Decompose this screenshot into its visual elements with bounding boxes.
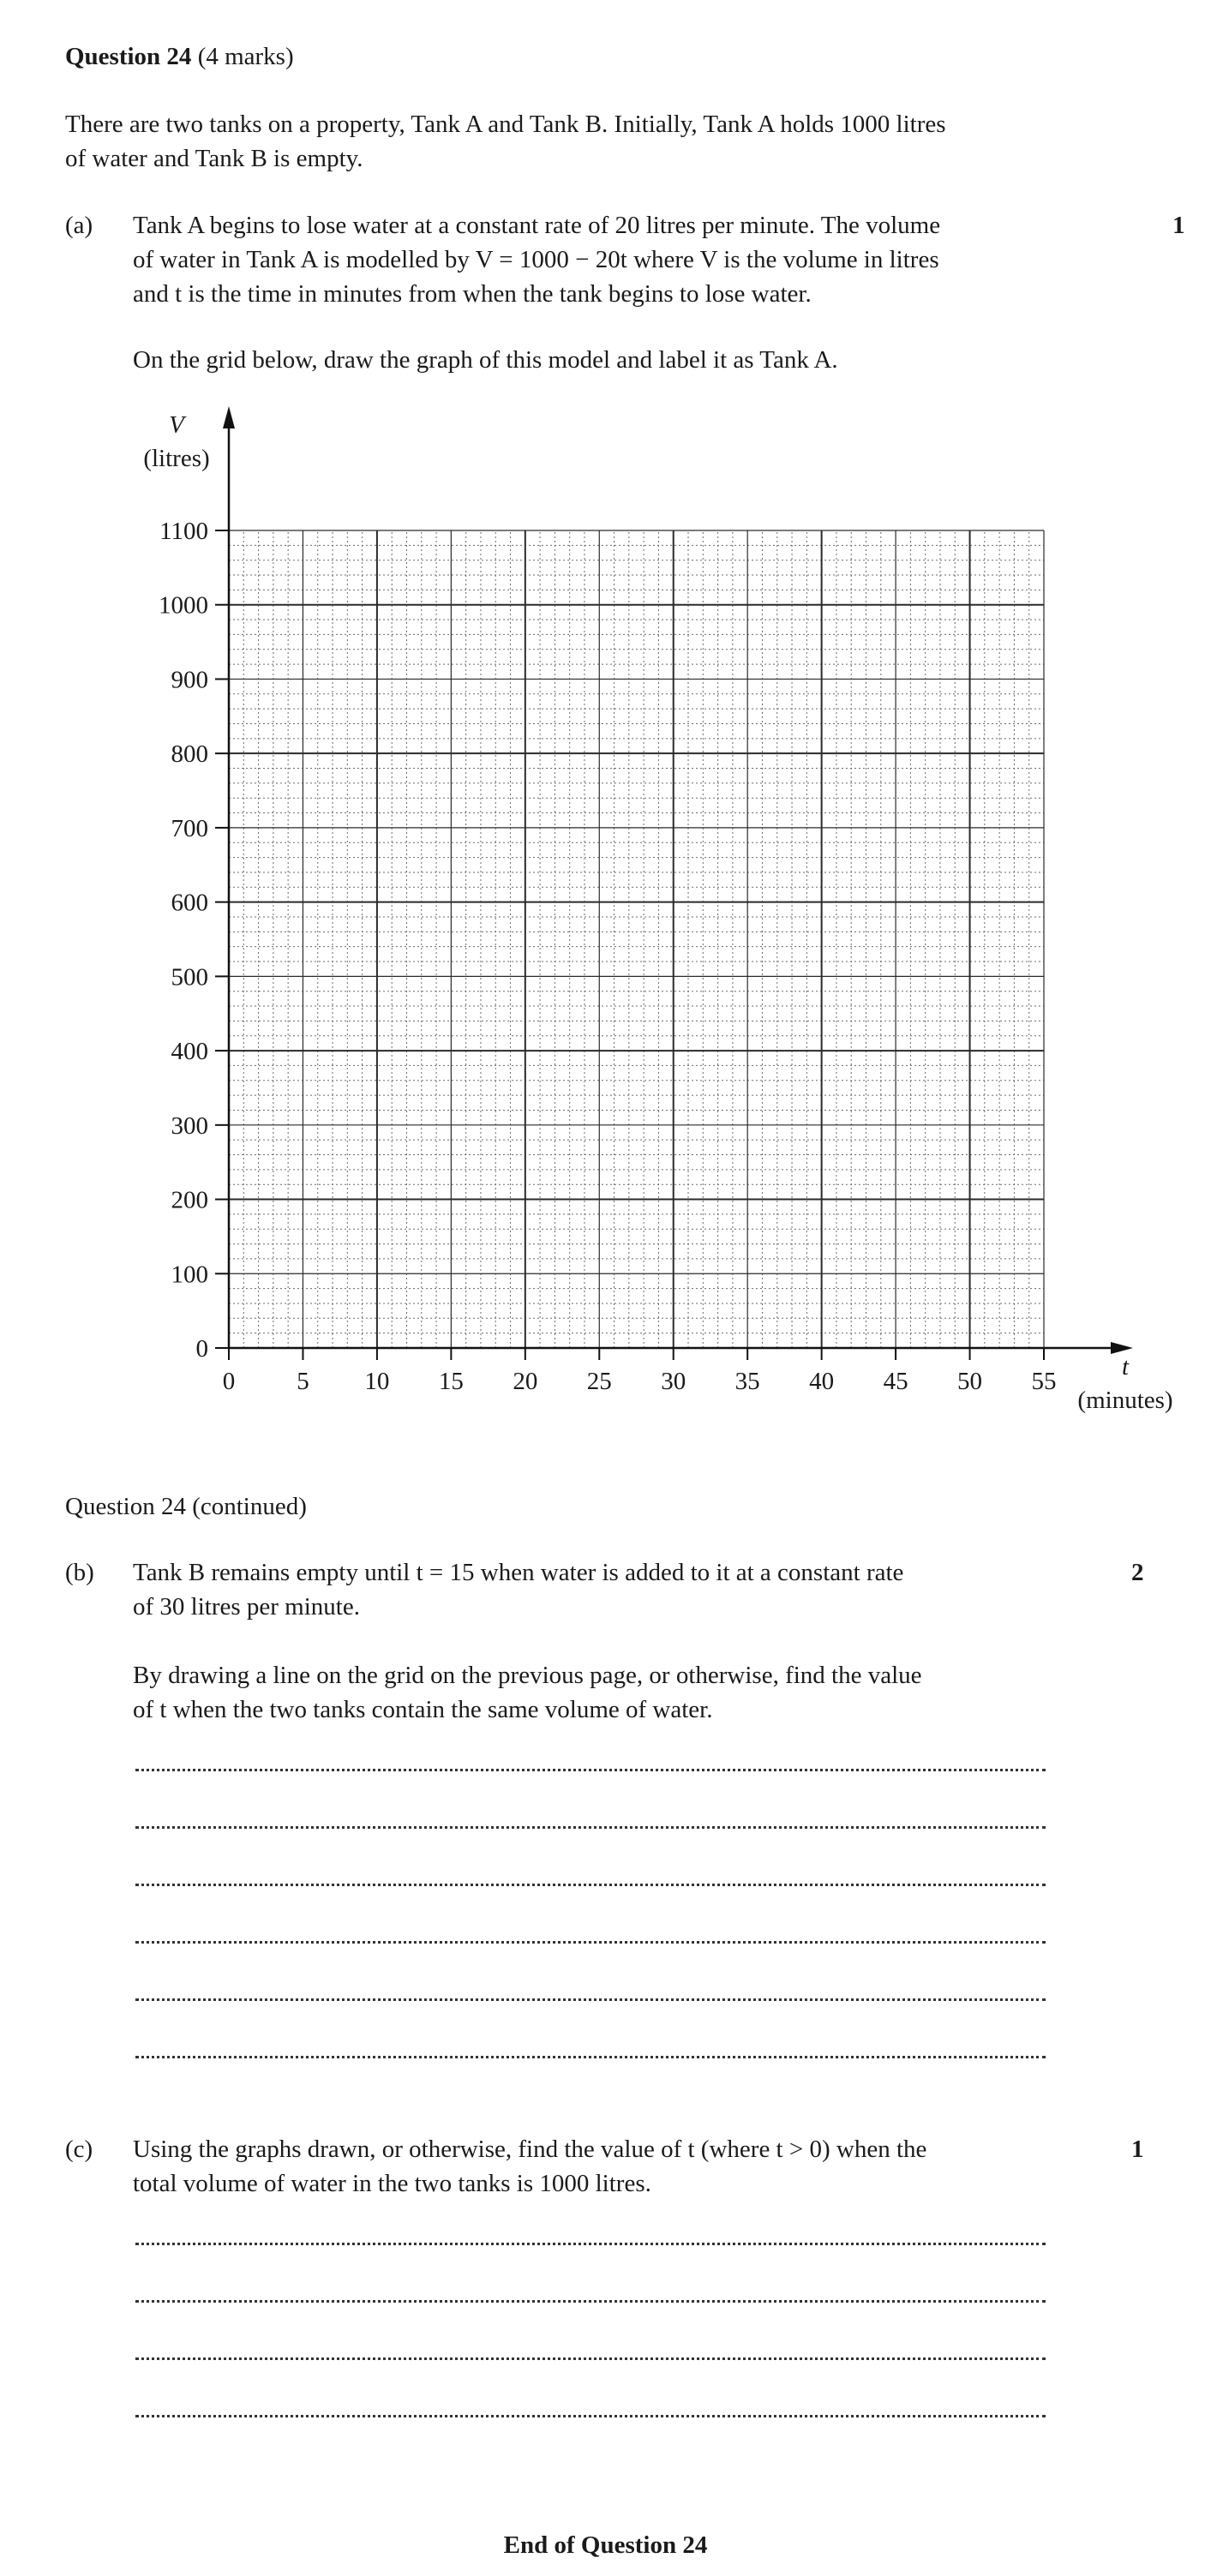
x-tick-label: 15 bbox=[438, 1368, 464, 1395]
x-axis-label: t bbox=[1121, 1353, 1130, 1381]
continued-heading: Question 24 (continued) bbox=[65, 1493, 307, 1520]
intro-line-2: of water and Tank B is empty. bbox=[65, 145, 363, 172]
x-axis-arrow bbox=[1111, 1342, 1133, 1354]
part-b-instruction-2: of t when the two tanks contain the same volume of water. bbox=[133, 1696, 713, 1723]
part-a-line-3: and t is the time in minutes from when the tank begins to lose water. bbox=[133, 280, 812, 308]
part-b-mark: 2 bbox=[1131, 1559, 1144, 1586]
x-tick-label: 45 bbox=[883, 1368, 908, 1395]
answer-line[interactable] bbox=[135, 2300, 1046, 2303]
major-grid bbox=[229, 530, 1044, 1348]
part-a-line-1: Tank A begins to lose water at a constant rate of 20 litres per minute. The volume bbox=[133, 212, 941, 239]
part-a-mark: 1 bbox=[1172, 212, 1185, 239]
part-b-label: (b) bbox=[65, 1559, 94, 1586]
x-tick-label: 10 bbox=[364, 1368, 390, 1395]
answer-line[interactable] bbox=[135, 1884, 1046, 1886]
y-tick-label: 100 bbox=[171, 1261, 208, 1289]
answer-line[interactable] bbox=[135, 2056, 1046, 2058]
part-c-label: (c) bbox=[65, 2136, 93, 2163]
answer-line[interactable] bbox=[135, 1769, 1046, 1771]
answer-line[interactable] bbox=[135, 2243, 1046, 2245]
answer-line[interactable] bbox=[135, 1941, 1046, 1944]
y-axis-label: V bbox=[169, 411, 184, 439]
axes bbox=[223, 406, 1133, 1354]
y-tick-label: 500 bbox=[171, 963, 208, 991]
y-tick-label: 900 bbox=[171, 666, 208, 694]
y-tick-label: 0 bbox=[195, 1335, 208, 1363]
minor-grid bbox=[229, 530, 1044, 1348]
end-of-question: End of Question 24 bbox=[503, 2531, 708, 2559]
x-tick-label: 55 bbox=[1031, 1368, 1057, 1395]
y-tick-label: 1100 bbox=[159, 518, 208, 545]
x-tick-label: 30 bbox=[661, 1368, 686, 1395]
part-c-mark: 1 bbox=[1131, 2136, 1144, 2163]
axis-labels bbox=[143, 411, 1172, 1414]
y-axis-arrow bbox=[223, 406, 235, 428]
part-a-line-2: of water in Tank A is modelled by V = 1000 − 20t where V is the volume in litres bbox=[133, 246, 939, 273]
part-c-line-1: Using the graphs drawn, or otherwise, find the value of t (where t > 0) when the bbox=[133, 2136, 927, 2163]
intro-line-1: There are two tanks on a property, Tank A and Tank B. Initially, Tank A holds 1000 litres bbox=[65, 111, 946, 138]
x-tick-label: 20 bbox=[513, 1368, 538, 1395]
x-tick-label: 0 bbox=[222, 1368, 236, 1395]
y-tick-label: 300 bbox=[171, 1111, 208, 1140]
x-tick-label: 35 bbox=[734, 1368, 760, 1395]
x-tick-label: 25 bbox=[586, 1368, 612, 1395]
y-axis-unit: (litres) bbox=[143, 445, 210, 472]
answer-line[interactable] bbox=[135, 1826, 1046, 1829]
question-marks: (4 marks) bbox=[197, 43, 294, 70]
y-tick-label: 400 bbox=[171, 1038, 208, 1066]
x-tick-label: 5 bbox=[297, 1368, 309, 1395]
y-tick-label: 800 bbox=[171, 740, 208, 769]
y-tick-label: 1000 bbox=[159, 591, 208, 620]
y-tick-label: 700 bbox=[171, 814, 208, 842]
answer-line[interactable] bbox=[135, 2357, 1046, 2360]
part-a-instruction: On the grid below, draw the graph of this model and label it as Tank A. bbox=[133, 346, 838, 374]
part-a-label: (a) bbox=[65, 212, 93, 239]
x-tick-label: 40 bbox=[809, 1368, 835, 1395]
y-tick-label: 600 bbox=[171, 889, 208, 917]
answer-line[interactable] bbox=[135, 2415, 1046, 2417]
answer-line[interactable] bbox=[135, 1998, 1046, 2001]
part-b-line-2: of 30 litres per minute. bbox=[133, 1593, 360, 1620]
part-b-instruction-1: By drawing a line on the grid on the previous page, or otherwise, find the value bbox=[133, 1662, 922, 1689]
x-axis-unit: (minutes) bbox=[1077, 1387, 1173, 1414]
y-tick-label: 200 bbox=[171, 1186, 208, 1214]
tick-marks bbox=[215, 530, 1044, 1360]
question-label: Question 24 bbox=[65, 43, 192, 70]
x-tick-label: 50 bbox=[957, 1368, 983, 1395]
part-b-line-1: Tank B remains empty until t = 15 when water is added to it at a constant rate bbox=[133, 1559, 904, 1586]
part-c-line-2: total volume of water in the two tanks is 1000 litres. bbox=[133, 2170, 651, 2197]
